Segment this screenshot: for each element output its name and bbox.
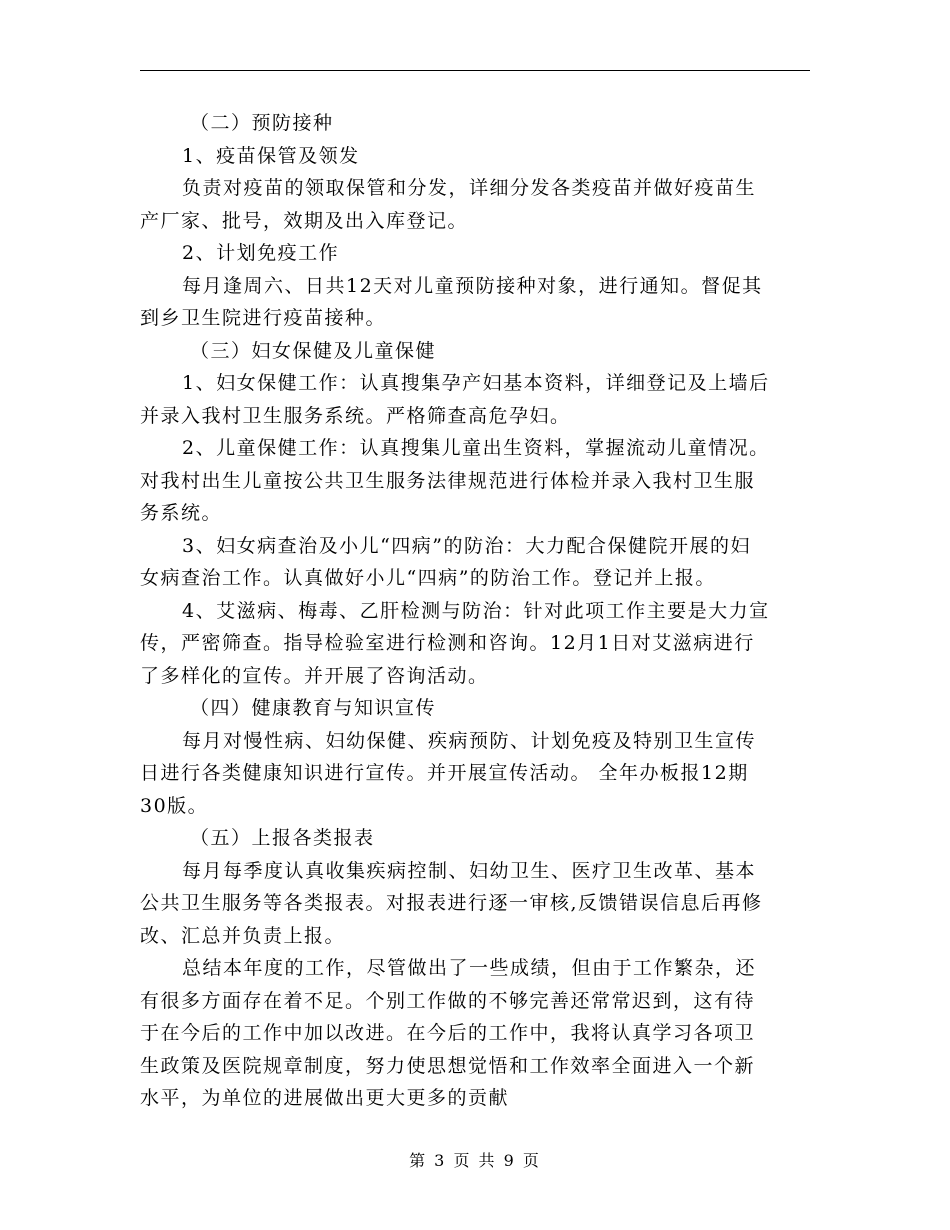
text-line: 1、妇女保健工作：认真搜集孕产妇基本资料，详细登记及上墙后 [182, 372, 770, 394]
text-line: 并录入我村卫生服务系统。严格筛查高危孕妇。 [140, 404, 571, 427]
text-line: （二）预防接种 [190, 112, 334, 134]
text-line: （三）妇女保健及儿童保健 [190, 339, 437, 362]
text-line: 3、妇女病查治及小儿“四病”的防治：大力配合保健院开展的妇 [182, 534, 752, 557]
text-line: 务系统。 [140, 502, 223, 524]
text-line: 产厂家、批号，效期及出入库登记。 [140, 209, 469, 232]
text-line: 2、计划免疫工作 [182, 242, 340, 264]
document-body [140, 107, 810, 1115]
text-line: 到乡卫生院进行疫苗接种。 [140, 307, 387, 329]
text-line: 每月每季度认真收集疾病控制、妇幼卫生、医疗卫生改革、基本 [182, 859, 757, 882]
text-line: 30版。 [140, 794, 209, 817]
page-number-footer: 第 3 页 共 9 页 [409, 1151, 541, 1170]
text-line: 日进行各类健康知识进行宣传。并开展宣传活动。 全年办板报12期 [140, 762, 749, 784]
text-line: 了多样化的宣传。并开展了咨询活动。 [140, 664, 489, 687]
text-line: 负责对疫苗的领取保管和分发，详细分发各类疫苗并做好疫苗生 [182, 177, 757, 199]
text-line: 每月对慢性病、妇幼保健、疾病预防、计划免疫及特别卫生宣传 [182, 729, 757, 752]
text-line: 每月逢周六、日共12天对儿童预防接种对象，进行通知。督促其 [182, 274, 763, 297]
text-line: 4、艾滋病、梅毒、乙肝检测与防治：针对此项工作主要是大力宣 [182, 599, 770, 622]
text-line: 传，严密筛查。指导检验室进行检测和咨询。12月1日对艾滋病进行 [140, 632, 755, 654]
text-line: （五）上报各类报表 [190, 827, 375, 849]
text-line: 于在今后的工作中加以改进。在今后的工作中，我将认真学习各项卫 [140, 1022, 756, 1044]
text-line: 女病查治工作。认真做好小儿“四病”的防治工作。登记并上报。 [140, 567, 716, 589]
text-line: 有很多方面存在着不足。个别工作做的不够完善还常常迟到，这有待 [140, 989, 756, 1012]
text-line: （四）健康教育与知识宣传 [190, 697, 437, 719]
text-line: 水平，为单位的进展做出更大更多的贡献 [140, 1087, 510, 1109]
text-line: 2、儿童保健工作：认真搜集儿童出生资料，掌握流动儿童情况。 [182, 437, 770, 459]
text-line: 公共卫生服务等各类报表。对报表进行逐一审核,反馈错误信息后再修 [140, 892, 763, 914]
text-line: 1、疫苗保管及领发 [182, 144, 360, 167]
header-rule [140, 70, 810, 71]
text-line: 对我村出生儿童按公共卫生服务法律规范进行体检并录入我村卫生服 [140, 469, 756, 492]
text-line: 生政策及医院规章制度，努力使思想觉悟和工作效率全面进入一个新 [140, 1054, 756, 1077]
text-line: 改、汇总并负责上报。 [140, 924, 346, 947]
text-line: 总结本年度的工作，尽管做出了一些成绩，但由于工作繁杂，还 [182, 957, 757, 979]
